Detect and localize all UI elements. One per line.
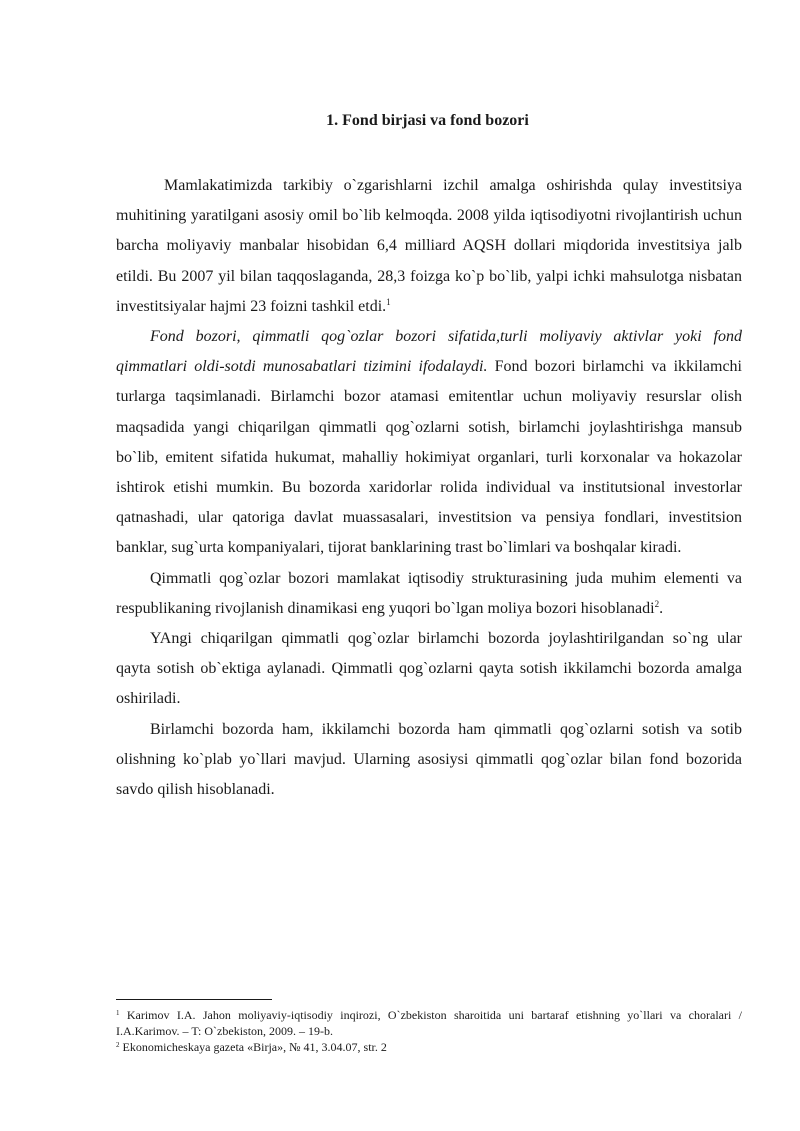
footnote-mark-2: 2	[116, 1041, 120, 1049]
paragraph-trading	[116, 715, 742, 806]
paragraph-text: Birlamchi bozorda ham, ikkilamchi bozorda ham qimmatli qog`ozlarni sotish va sotib olishning ko`plab yo`llari mavjud. Ularning asosiysi qimmatli qog`ozlar bilan fond bozorida savdo qilish hisoblanadi.	[116, 720, 742, 799]
paragraph-secondary-market	[116, 624, 742, 715]
footnote-2	[116, 1039, 742, 1055]
paragraph-fond-bozori	[116, 322, 742, 564]
footnote-divider	[116, 999, 272, 1000]
paragraph-securities-market	[116, 564, 742, 624]
footnote-text: Karimov I.A. Jahon moliyaviy-iqtisodiy inqirozi, O`zbekiston sharoitida uni bartaraf etishning yo`llari va choralari / I.A.Karimov. – T: O`zbekiston, 2009. – 19-b.	[116, 1008, 742, 1038]
footnote-mark-1: 1	[116, 1009, 120, 1017]
paragraph-italic-definition: Fond bozori, qimmatli qog`ozlar bozori sifatida,turli moliyaviy aktivlar yoki fond qimmatlari oldi-sotdi munosabatlari tizimini ifodalaydi.	[116, 328, 742, 376]
footnote-ref-2[interactable]: 2	[654, 598, 660, 609]
paragraph-text: Fond bozori birlamchi va ikkilamchi turlarga taqsimlanadi. Birlamchi bozor atamasi emitentlar uchun moliyaviy resurslar olish maqsadida yangi chiqarilgan qimmatli qog`ozlarni sotish, birlamchi joylashtirishga mansub bo`lib, emitent sifatida hukumat, mahalliy hokimiyat organlari, turli korxonalar va hokazolar ishtirok etishi mumkin. Bu bozorda xaridorlar rolida individual va institutsional investorlar qatnashadi, ular qatoriga davlat muassasalari, investitsion va pensiya fondlari, investitsion banklar, sug`urta kompaniyalari, tijorat banklarining trast bo`limlari va boshqalar kiradi.	[116, 358, 742, 557]
footnote-1	[116, 1007, 742, 1039]
paragraph-text: Mamlakatimizda tarkibiy o`zgarishlarni izchil amalga oshirishda qulay investitsiya muhitining yaratilgani asosiy omil bo`lib kelmoqda. 2008 yilda iqtisodiyotni rivojlantirish uchun barcha moliyaviy manbalar hisobidan 6,4 milliard AQSH dollari miqdorida investitsiya jalb etildi. Bu 2007 yil bilan taqqoslaganda, 28,3 foizga ko`p bo`lib, yalpi ichki mahsulotga nisbatan investitsiyalar hajmi 23 foizni tashkil etdi.	[116, 177, 742, 315]
paragraph-investment	[116, 171, 742, 322]
paragraph-tail: .	[659, 599, 664, 617]
section-title: 1. Fond birjasi va fond bozori	[326, 112, 529, 129]
paragraph-text: Qimmatli qog`ozlar bozori mamlakat iqtisodiy strukturasining juda muhim elementi va respublikaning rivojlanish dinamikasi eng yuqori bo`lgan moliya bozori hisoblanadi	[116, 569, 742, 617]
body-text	[116, 171, 742, 805]
paragraph-text: YAngi chiqarilgan qimmatli qog`ozlar birlamchi bozorda joylashtirilgandan so`ng ular qayta sotish ob`ektiga aylanadi. Qimmatli qog`ozlarni qayta sotish ikkilamchi bozorda amalga oshiriladi.	[116, 630, 742, 708]
footnote-text: Ekonomicheskaya gazeta «Birja», № 41, 3.04.07, str. 2	[119, 1040, 387, 1054]
footnote-ref-1[interactable]: 1	[386, 296, 391, 307]
footnotes	[116, 1007, 742, 1055]
